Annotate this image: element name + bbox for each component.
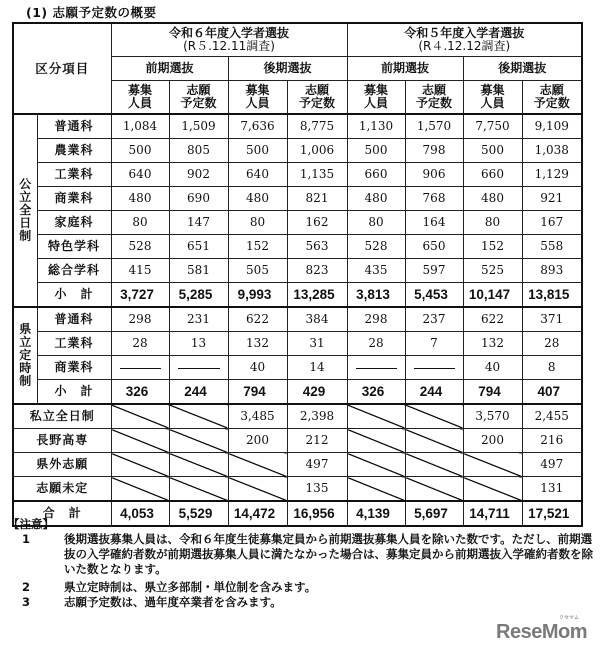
hdr-line: 人員 [127, 95, 152, 110]
hdr-line: 人員 [480, 95, 505, 110]
hdr-line: 募集 [245, 82, 270, 97]
value-cell: 597 [405, 259, 463, 283]
value-cell: 906 [405, 163, 463, 187]
hdr-line: 予定数 [298, 95, 335, 110]
value-cell: 9,109 [522, 114, 582, 139]
value-cell: 200 [463, 429, 522, 453]
value-cell: 821 [287, 187, 347, 211]
slash-cell [347, 404, 405, 429]
value-cell: 167 [522, 211, 582, 235]
slash-cell [228, 477, 287, 502]
col-header-recruit [228, 80, 287, 114]
value-cell: 528 [347, 235, 405, 259]
hdr-line: 予定数 [180, 95, 217, 110]
public-parttime-section [13, 307, 582, 404]
note-item-1 [12, 532, 597, 577]
table-row [13, 332, 582, 356]
value-cell: 1,135 [287, 163, 347, 187]
section-label-char: 立 [19, 190, 32, 204]
value-cell: 768 [405, 187, 463, 211]
value-cell: 794 [228, 380, 287, 405]
section-label-char: 時 [19, 361, 32, 375]
group-sub: (R４.12.12調査) [418, 38, 511, 53]
value-cell: 1,038 [522, 139, 582, 163]
value-cell: 212 [287, 429, 347, 453]
value-cell: 28 [522, 332, 582, 356]
row-label: 小 計 [37, 283, 111, 308]
value-cell: 164 [405, 211, 463, 235]
value-cell: 3,727 [111, 283, 169, 308]
value-cell: 480 [347, 187, 405, 211]
value-cell: 7,750 [463, 114, 522, 139]
group-label: 令和６年度入学者選抜 [168, 25, 289, 40]
row-label: 志願未定 [13, 477, 111, 502]
table-row [13, 307, 582, 332]
value-cell: 40 [463, 356, 522, 380]
row-label: 普通科 [37, 114, 111, 139]
value-cell: 16,956 [287, 501, 347, 526]
value-cell: 407 [522, 380, 582, 405]
value-cell: 244 [169, 380, 228, 405]
section-label-char: 定 [19, 348, 32, 362]
group-header-r6 [111, 23, 347, 56]
slash-cell [169, 429, 228, 453]
group-header-r5 [347, 23, 582, 56]
value-cell: 640 [228, 163, 287, 187]
value-cell: 152 [228, 235, 287, 259]
value-cell: 147 [169, 211, 228, 235]
value-cell: 80 [463, 211, 522, 235]
hdr-line: 募集 [480, 82, 505, 97]
value-cell: 500 [347, 139, 405, 163]
value-cell: 5,453 [405, 283, 463, 308]
value-cell: 152 [463, 235, 522, 259]
value-cell: 798 [405, 139, 463, 163]
value-cell: 14,711 [463, 501, 522, 526]
note-number: 1 [22, 532, 31, 546]
notes-heading: 【注意】 [8, 517, 54, 531]
row-label: 小 計 [37, 380, 111, 405]
note-text: 後期選抜募集人員は、令和６年度生徒募集定員から前期選抜募集人員を除いた数です。ただし、前期選抜の入学確約者数が前期選抜募集人員に満たなかった場合は、募集定員から前期選抜入学確約者数を除いた数となります。 [64, 532, 593, 576]
section-label-char: 公 [19, 177, 32, 191]
value-cell: 384 [287, 307, 347, 332]
section-label-char: 立 [19, 335, 32, 349]
value-cell: 3,485 [228, 404, 287, 429]
col-header-recruit [347, 80, 405, 114]
slash-cell [228, 453, 287, 477]
value-cell: 902 [169, 163, 228, 187]
value-cell: 650 [405, 235, 463, 259]
value-cell: 5,697 [405, 501, 463, 526]
value-cell: 500 [463, 139, 522, 163]
value-cell: 500 [228, 139, 287, 163]
row-label: 商業科 [37, 187, 111, 211]
value-cell: 80 [228, 211, 287, 235]
value-cell: 528 [111, 235, 169, 259]
slash-cell [405, 477, 463, 502]
value-cell: 660 [463, 163, 522, 187]
value-cell: 13,285 [287, 283, 347, 308]
value-cell: 162 [287, 211, 347, 235]
col-header-apply [522, 80, 582, 114]
hdr-line: 募集 [127, 82, 152, 97]
value-cell: 690 [169, 187, 228, 211]
public-fulltime-section [13, 114, 582, 307]
value-cell: 563 [287, 235, 347, 259]
row-label: 合 計 [13, 501, 111, 526]
section-label [13, 114, 37, 307]
table-row [13, 453, 582, 477]
value-cell: 298 [111, 307, 169, 332]
value-cell: 326 [347, 380, 405, 405]
value-cell: 505 [228, 259, 287, 283]
value-cell: 429 [287, 380, 347, 405]
note-item-3 [12, 595, 597, 610]
slash-cell [169, 404, 228, 429]
slash-cell [347, 429, 405, 453]
note-text: 志願予定数は、過年度卒業者を含みます。 [64, 595, 282, 609]
value-cell: 131 [522, 477, 582, 502]
value-cell: 7 [405, 332, 463, 356]
value-cell: 805 [169, 139, 228, 163]
logo-kana: リセマム [559, 615, 579, 621]
value-cell: 8,775 [287, 114, 347, 139]
value-cell: 622 [228, 307, 287, 332]
slash-cell [405, 453, 463, 477]
slash-cell [463, 453, 522, 477]
value-cell: 480 [111, 187, 169, 211]
col-header-apply [405, 80, 463, 114]
value-cell: 298 [347, 307, 405, 332]
table-row [13, 259, 582, 283]
value-cell: 581 [169, 259, 228, 283]
hdr-line: 志願 [421, 82, 446, 97]
table-row [13, 380, 582, 405]
section-label-char: 日 [19, 216, 32, 230]
row-label: 工業科 [37, 163, 111, 187]
value-cell: 132 [463, 332, 522, 356]
slash-cell [347, 477, 405, 502]
value-cell: 231 [169, 307, 228, 332]
hdr-line: 人員 [245, 95, 270, 110]
hdr-line: 志願 [539, 82, 564, 97]
value-cell: 500 [111, 139, 169, 163]
value-cell: 525 [463, 259, 522, 283]
value-cell: 80 [111, 211, 169, 235]
value-cell: 480 [228, 187, 287, 211]
value-cell: 415 [111, 259, 169, 283]
slash-cell [111, 477, 169, 502]
group-sub: (R５.12.11調査) [183, 38, 275, 53]
row-label: 普通科 [37, 307, 111, 332]
col-header-apply [169, 80, 228, 114]
phase-header: 前期選抜 [347, 56, 463, 80]
slash-cell [111, 404, 169, 429]
value-cell: 558 [522, 235, 582, 259]
value-cell: 1,509 [169, 114, 228, 139]
value-cell: 435 [347, 259, 405, 283]
slash-cell [347, 453, 405, 477]
value-cell: 200 [228, 429, 287, 453]
note-text: 県立定時制は、県立多部制・単位制を含みます。 [64, 580, 317, 594]
slash-cell [111, 429, 169, 453]
row-label: 商業科 [37, 356, 111, 380]
value-cell: 893 [522, 259, 582, 283]
applications-summary-table [12, 22, 583, 527]
value-cell: 40 [228, 356, 287, 380]
slash-cell [111, 453, 169, 477]
section-label-char: 制 [19, 374, 32, 388]
section-label-char: 全 [19, 203, 32, 217]
value-cell: 371 [522, 307, 582, 332]
value-cell: 823 [287, 259, 347, 283]
value-cell: 5,529 [169, 501, 228, 526]
table-row [13, 235, 582, 259]
value-cell: 326 [111, 380, 169, 405]
logo-text: ReseMom [496, 621, 587, 643]
phase-header: 前期選抜 [111, 56, 228, 80]
slash-cell [169, 453, 228, 477]
col-header-recruit [463, 80, 522, 114]
value-cell: 497 [522, 453, 582, 477]
phase-header: 後期選抜 [228, 56, 347, 80]
table-row [13, 211, 582, 235]
dash-cell [169, 356, 228, 380]
dash-cell [111, 356, 169, 380]
table-row [13, 404, 582, 429]
value-cell: 651 [169, 235, 228, 259]
slash-cell [463, 477, 522, 502]
value-cell: 3,570 [463, 404, 522, 429]
slash-cell [169, 477, 228, 502]
value-cell: 1,129 [522, 163, 582, 187]
value-cell: 28 [111, 332, 169, 356]
table-row [13, 429, 582, 453]
table-row [13, 139, 582, 163]
table-row [13, 163, 582, 187]
hdr-line: 予定数 [533, 95, 570, 110]
phase-header: 後期選抜 [463, 56, 582, 80]
value-cell: 1,130 [347, 114, 405, 139]
table-row [13, 477, 582, 502]
value-cell: 14 [287, 356, 347, 380]
row-label: 長野高専 [13, 429, 111, 453]
value-cell: 244 [405, 380, 463, 405]
value-cell: 622 [463, 307, 522, 332]
hdr-line: 予定数 [415, 95, 452, 110]
row-label: 私立全日制 [13, 404, 111, 429]
value-cell: 1,570 [405, 114, 463, 139]
value-cell: 132 [228, 332, 287, 356]
value-cell: 480 [463, 187, 522, 211]
value-cell: 31 [287, 332, 347, 356]
resemom-logo [496, 615, 587, 644]
value-cell: 921 [522, 187, 582, 211]
hdr-line: 人員 [363, 95, 388, 110]
value-cell: 2,398 [287, 404, 347, 429]
dash-cell [405, 356, 463, 380]
value-cell: 2,455 [522, 404, 582, 429]
col-header-apply [287, 80, 347, 114]
row-label: 県外志願 [13, 453, 111, 477]
row-label: 総合学科 [37, 259, 111, 283]
row-label: 家庭科 [37, 211, 111, 235]
value-cell: 17,521 [522, 501, 582, 526]
value-cell: 216 [522, 429, 582, 453]
table-row [13, 187, 582, 211]
note-number: 2 [22, 580, 31, 594]
table-row [13, 283, 582, 308]
value-cell: 4,139 [347, 501, 405, 526]
section-label [13, 307, 37, 404]
section-label-char: 制 [19, 229, 32, 243]
section-label-char: 県 [19, 322, 32, 336]
col-header-recruit [111, 80, 169, 114]
category-header: 区分項目 [13, 23, 111, 114]
value-cell: 5,285 [169, 283, 228, 308]
group-label: 令和５年度入学者選抜 [404, 25, 525, 40]
value-cell: 1,006 [287, 139, 347, 163]
hdr-line: 志願 [304, 82, 329, 97]
value-cell: 237 [405, 307, 463, 332]
row-label: 農業科 [37, 139, 111, 163]
hdr-line: 募集 [363, 82, 388, 97]
notes [8, 517, 597, 610]
value-cell: 3,813 [347, 283, 405, 308]
value-cell: 640 [111, 163, 169, 187]
note-item-2 [12, 580, 597, 595]
dash-cell [347, 356, 405, 380]
value-cell: 135 [287, 477, 347, 502]
value-cell: 13,815 [522, 283, 582, 308]
value-cell: 497 [287, 453, 347, 477]
row-label: 特色学科 [37, 235, 111, 259]
section-title: (1) 志願予定数の概要 [26, 5, 157, 20]
value-cell: 13 [169, 332, 228, 356]
table-row [13, 114, 582, 139]
value-cell: 7,636 [228, 114, 287, 139]
value-cell: 1,084 [111, 114, 169, 139]
value-cell: 794 [463, 380, 522, 405]
value-cell: 10,147 [463, 283, 522, 308]
value-cell: 4,053 [111, 501, 169, 526]
hdr-line: 志願 [186, 82, 211, 97]
note-number: 3 [22, 595, 31, 609]
value-cell: 14,472 [228, 501, 287, 526]
other-section [13, 404, 582, 501]
row-label: 工業科 [37, 332, 111, 356]
slash-cell [405, 404, 463, 429]
value-cell: 9,993 [228, 283, 287, 308]
value-cell: 8 [522, 356, 582, 380]
value-cell: 660 [347, 163, 405, 187]
value-cell: 80 [347, 211, 405, 235]
value-cell: 28 [347, 332, 405, 356]
table-row [13, 356, 582, 380]
slash-cell [405, 429, 463, 453]
